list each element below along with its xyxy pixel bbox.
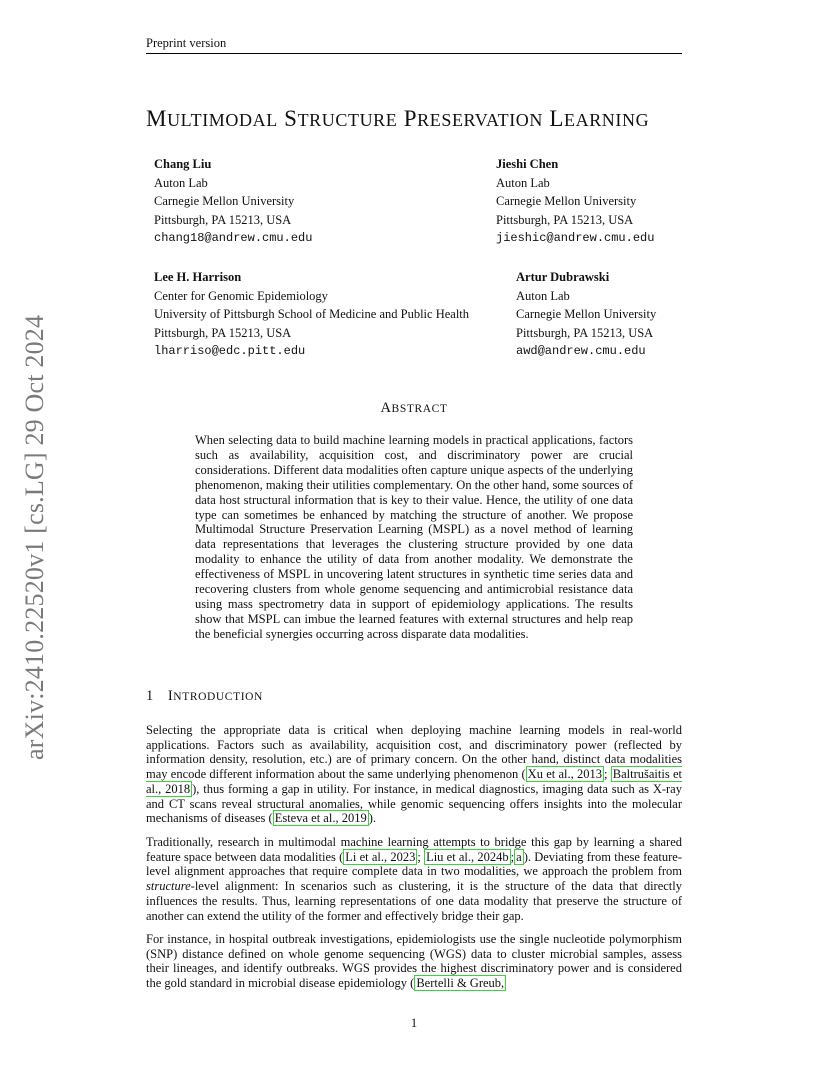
author-block: [154, 155, 312, 248]
author-name: Chang Liu: [154, 157, 212, 171]
author-block: [154, 268, 469, 361]
abstract-text: When selecting data to build machine learning models in practical applications, factors such as availability, acquisition cost, and discriminatory power are crucial considerations. Different data modalities often capture unique aspects of the underlying phenomenon, making their utilities complementary. On the other hand, some sources of data host structural information that is key to their value. Hence, the utility of one data type can sometimes be enhanced by matching the structure of another. We propose Multimodal Structure Preservation Learning (MSPL) as a novel method of learning data representations that leverages the clustering structure provided by one data modality to enhance the utility of data from another modality. We demonstrate the effectiveness of MSPL in uncovering latent structures in synthetic time series data and recovering clusters from whole genome sequencing and antimicrobial resistance data using mass spectrometry data in support of epidemiology applications. The results show that MSPL can imbue the learned features with external structures and help reap the beneficial synergies occurring across disparate data modalities.: [195, 433, 633, 641]
citation-link[interactable]: Liu et al., 2024b: [426, 849, 509, 864]
emphasis: structure: [146, 879, 191, 894]
citation-link[interactable]: Li et al., 2023: [345, 849, 416, 864]
header-rule: [146, 53, 682, 54]
author-email[interactable]: chang18@andrew.cmu.edu: [154, 231, 313, 246]
citation-link[interactable]: Esteva et al., 2019: [274, 811, 367, 826]
author-affiliation: Auton Lab: [516, 288, 570, 303]
citation-link[interactable]: Bertelli & Greub,: [416, 976, 505, 991]
intro-paragraph: Selecting the appropriate data is critical when deploying machine learning models in real-world applications. Factors such as availability, acquisition cost, and discriminatory power (reflected by information density, resolution, etc.) are of primary concern. On the other hand, distinct data modalities may encode different information about the same underlying phenomenon ( Xu et al., 2013 ; Baltrušaitis et al., 2018 ), thus forming a gap in utility. For instance, in medical diagnostics, imaging data such as X-ray and CT scans reveal structural anomalies, while genomic sequencing offers insights into the molecular mechanisms of diseases ( Esteva et al., 2019 ).: [146, 723, 682, 826]
author-email[interactable]: awd@andrew.cmu.edu: [516, 344, 646, 359]
citation-link[interactable]: Baltrušaitis et al., 2018: [146, 767, 682, 796]
page-number: 1: [410, 1016, 418, 1030]
paper-title: [146, 106, 686, 132]
author-address: Pittsburgh, PA 15213, USA: [154, 325, 292, 340]
author-affiliation: University of Pittsburgh School of Medicine and Public Health: [154, 307, 470, 322]
author-affiliation: Carnegie Mellon University: [516, 307, 657, 322]
intro-paragraph: For instance, in hospital outbreak investigations, epidemiologists use the single nucleotide polymorphism (SNP) distance defined on whole genome sequencing (WGS) data to cluster microbial samples, assess their lineages, and identify outbreaks. WGS provides the highest discriminatory power and is considered the gold standard in microbial disease epidemiology ( Bertelli & Greub,: [146, 932, 682, 991]
author-name: Lee H. Harrison: [154, 270, 242, 284]
author-block: [516, 268, 656, 361]
author-address: Pittsburgh, PA 15213, USA: [516, 325, 654, 340]
author-email[interactable]: jieshic@andrew.cmu.edu: [496, 231, 655, 246]
author-name: Artur Dubrawski: [516, 270, 610, 284]
intro-paragraph: Traditionally, research in multimodal machine learning attempts to bridge this gap by learning a shared feature space between data modalities ( Li et al., 2023 ; Liu et al., 2024b ; a ). Deviating from these feature-level alignment approaches that require complete data in two modalities, we approach the problem from structure-level alignment: In scenarios such as clustering, it is the structure of the data that directly influences the results. Thus, learning representations of one data modality that preserve the structure of another can extend the utility of the former and effectively bridge their gap.: [146, 835, 682, 923]
title-word: MULTIMODAL: [146, 106, 278, 131]
author-affiliation: Auton Lab: [496, 175, 550, 190]
author-address: Pittsburgh, PA 15213, USA: [496, 212, 634, 227]
running-header: Preprint version: [146, 36, 227, 50]
author-address: Pittsburgh, PA 15213, USA: [154, 212, 292, 227]
arxiv-identifier: arXiv:2410.22520v1 [cs.LG] 29 Oct 2024: [20, 314, 49, 760]
author-affiliation: Center for Genomic Epidemiology: [154, 288, 328, 303]
author-block: [496, 155, 654, 248]
citation-link[interactable]: a: [516, 849, 522, 864]
section-heading: 1 INTRODUCTION: [146, 688, 263, 704]
title-word: LEARNING: [549, 106, 650, 131]
citation-link[interactable]: Xu et al., 2013: [527, 767, 603, 782]
author-affiliation: Auton Lab: [154, 175, 208, 190]
abstract-heading: ABSTRACT: [380, 400, 448, 416]
author-affiliation: Carnegie Mellon University: [154, 194, 295, 209]
author-affiliation: Carnegie Mellon University: [496, 194, 637, 209]
author-email[interactable]: lharriso@edc.pitt.edu: [154, 344, 306, 359]
author-name: Jieshi Chen: [496, 157, 559, 171]
title-word: STRUCTURE: [284, 106, 398, 131]
title-word: PRESERVATION: [403, 106, 543, 131]
section-number: 1: [146, 688, 154, 704]
